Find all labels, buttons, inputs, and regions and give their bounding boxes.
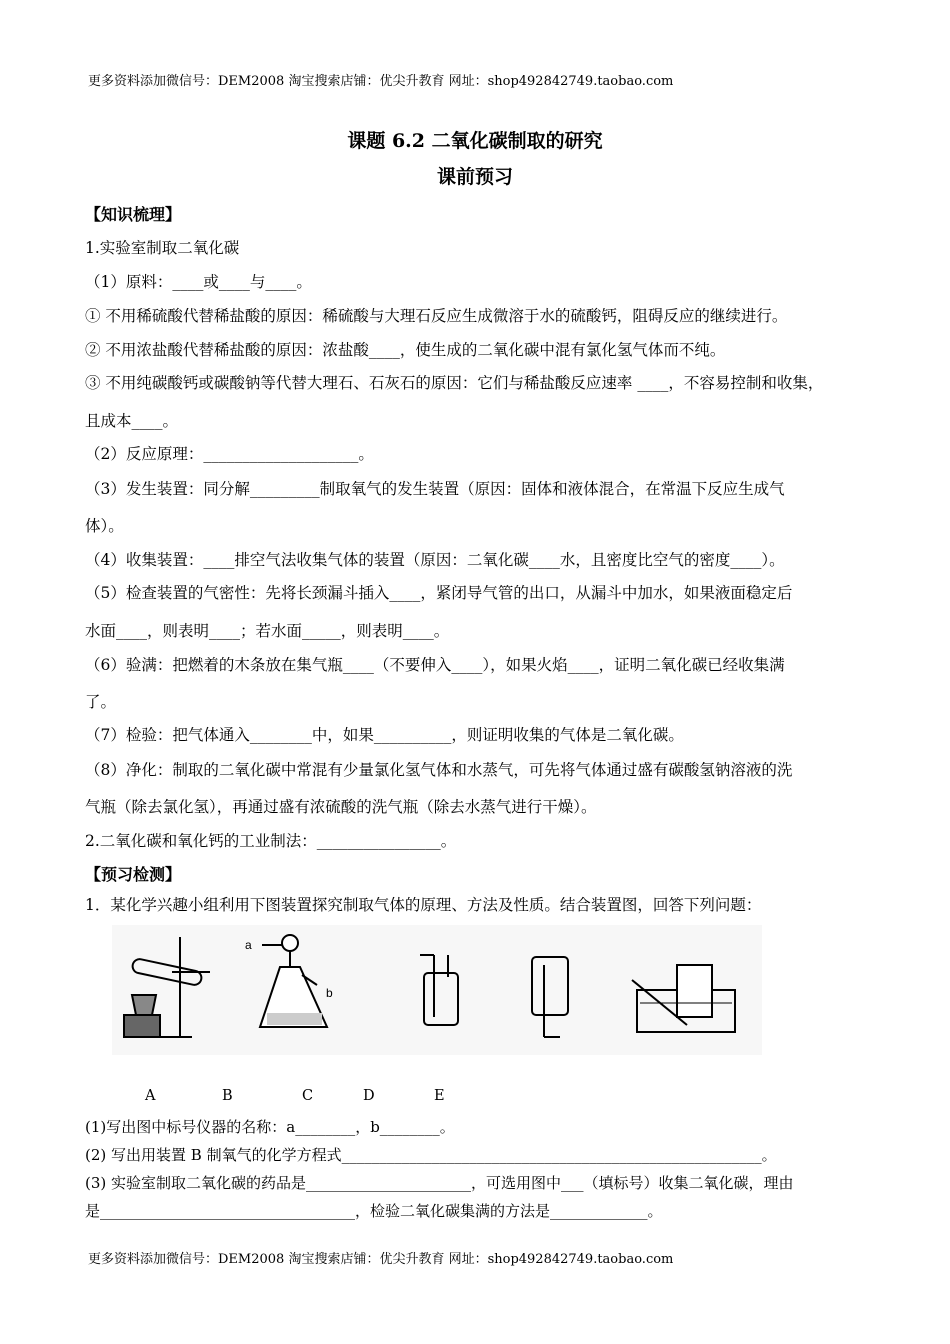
page-header: 更多资料添加微信号：DEM2008 淘宝搜索店铺：优尖升教育 网址：shop492842749.taobao.com bbox=[88, 74, 674, 89]
knowledge-line: （8）净化：制取的二氧化碳中常混有少量氯化氢气体和水蒸气，可先将气体通过盛有碳酸氢钠溶液的洗 bbox=[85, 761, 793, 779]
knowledge-line: 且成本____。 bbox=[85, 412, 179, 430]
question-part-3-line1: (3) 实验室制取二氧化碳的药品是______________________，可选用图中___（填标号）收集二氧化碳，理由 bbox=[85, 1174, 794, 1192]
figure-label-c: C bbox=[302, 1088, 314, 1104]
section-knowledge-heading: 【知识梳理】 bbox=[85, 205, 182, 224]
section-preview-heading: 【预习检测】 bbox=[85, 865, 182, 884]
page-footer: 更多资料添加微信号：DEM2008 淘宝搜索店铺：优尖升教育 网址：shop492842749.taobao.com bbox=[88, 1252, 674, 1267]
page-title: 课题 6.2 二氧化碳制取的研究 bbox=[347, 130, 603, 152]
knowledge-line: 了。 bbox=[85, 693, 117, 711]
knowledge-line: 2.二氧化碳和氧化钙的工业制法：________________。 bbox=[85, 832, 457, 850]
apparatus-figure bbox=[112, 925, 762, 1055]
knowledge-line: 体）。 bbox=[85, 517, 124, 535]
apparatus-label-b: b bbox=[326, 986, 333, 1000]
knowledge-line: ③ 不用纯碳酸钙或碳酸钠等代替大理石、石灰石的原因：它们与稀盐酸反应速率 ____，不容易控制和收集， bbox=[85, 374, 824, 392]
knowledge-line: 水面____，则表明____；若水面_____，则表明____。 bbox=[85, 622, 450, 640]
figure-label-d: D bbox=[363, 1088, 375, 1104]
question-part-3-line2: 是__________________________________，检验二氧化碳集满的方法是_____________。 bbox=[85, 1202, 663, 1220]
knowledge-line: （4）收集装置：____排空气法收集气体的装置（原因：二氧化碳____水，且密度比空气的密度____）。 bbox=[85, 551, 785, 569]
knowledge-line: （5）检查装置的气密性：先将长颈漏斗插入____，紧闭导气管的出口，从漏斗中加水，如果液面稳定后 bbox=[85, 584, 793, 602]
knowledge-line: （2）反应原理：____________________。 bbox=[85, 445, 374, 463]
knowledge-line: ② 不用浓盐酸代替稀盐酸的原因：浓盐酸____，使生成的二氧化碳中混有氯化氢气体而不纯。 bbox=[85, 341, 726, 359]
knowledge-line: （1）原料：____或____与____。 bbox=[85, 273, 312, 291]
page-subtitle: 课前预习 bbox=[436, 166, 513, 188]
knowledge-line: 气瓶（除去氯化氢），再通过盛有浓硫酸的洗气瓶（除去水蒸气进行干燥）。 bbox=[85, 798, 597, 816]
knowledge-line: （7）检验：把气体通入________中，如果__________，则证明收集的气体是二氧化碳。 bbox=[85, 726, 684, 744]
apparatus-label-a: a bbox=[245, 938, 252, 952]
knowledge-line: （6）验满：把燃着的木条放在集气瓶____（不要伸入____），如果火焰____，证明二氧化碳已经收集满 bbox=[85, 656, 785, 674]
knowledge-line: ① 不用稀硫酸代替稀盐酸的原因：稀硫酸与大理石反应生成微溶于水的硫酸钙，阻碍反应的继续进行。 bbox=[85, 307, 788, 325]
knowledge-line: 1.实验室制取二氧化碳 bbox=[85, 239, 240, 257]
figure-label-e: E bbox=[434, 1088, 445, 1104]
figure-label-b: B bbox=[222, 1088, 233, 1104]
question-part-1: (1)写出图中标号仪器的名称：a________，b________。 bbox=[85, 1118, 455, 1136]
knowledge-line: （3）发生装置：同分解_________制取氧气的发生装置（原因：固体和液体混合，在常温下反应生成气 bbox=[85, 480, 785, 498]
question-stem: 1．某化学兴趣小组利用下图装置探究制取气体的原理、方法及性质。结合装置图，回答下列问题： bbox=[85, 896, 762, 914]
question-part-2: (2) 写出用装置 B 制氧气的化学方程式________________________________________________________。 bbox=[85, 1146, 777, 1164]
figure-label-a: A bbox=[145, 1088, 156, 1104]
